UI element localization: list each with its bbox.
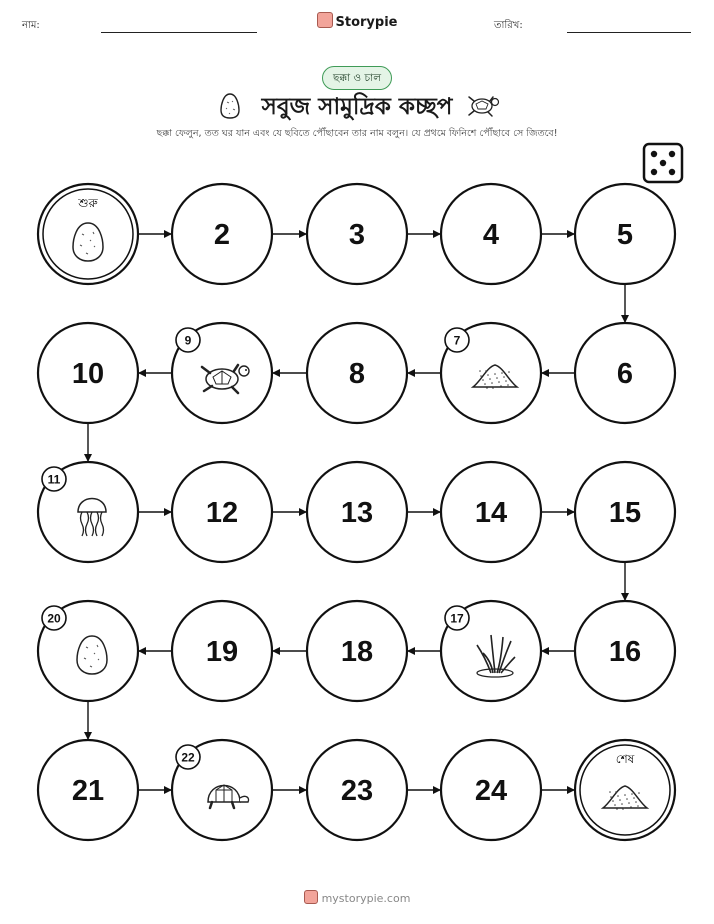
square-number: 8 <box>348 358 366 390</box>
game-title: সবুজ সামুদ্রিক কচ্ছপ <box>261 94 453 120</box>
board-square <box>575 601 675 701</box>
egg-icon <box>73 223 103 261</box>
board-square <box>307 601 407 701</box>
board-square <box>38 462 138 562</box>
board-square <box>172 323 272 423</box>
square-number: 18 <box>340 636 374 668</box>
board-square <box>172 601 272 701</box>
square-number: 24 <box>474 775 508 807</box>
square-number: 5 <box>616 219 634 251</box>
square-number: 3 <box>348 219 366 251</box>
date-label: তারিখ: <box>494 20 523 31</box>
board-square <box>307 740 407 840</box>
board-square <box>307 323 407 423</box>
brand-name: Storypie <box>335 15 398 30</box>
square-number: 15 <box>608 497 642 529</box>
board-square <box>172 740 272 840</box>
square-number: 6 <box>616 358 634 390</box>
square-number: 14 <box>474 497 508 529</box>
storypie-logo-icon <box>304 890 318 904</box>
board-square <box>441 184 541 284</box>
footer <box>0 890 714 905</box>
game-type-badge: ছক্কা ও চাল <box>322 66 392 90</box>
square-number: 16 <box>608 636 642 668</box>
instructions: ছক্কা ফেলুন, তত ঘর যান এবং যে ছবিতে পৌঁছাবেন তার নাম বলুন। যে প্রথমে ফিনিশে পৌঁছাবে সে জিতবে! <box>156 128 558 139</box>
square-number: 22 <box>181 750 195 765</box>
square-number: 17 <box>450 611 464 626</box>
board-square <box>575 462 675 562</box>
board-square <box>441 601 541 701</box>
start-square <box>38 184 138 284</box>
square-number: 11 <box>47 472 61 487</box>
square-number: 4 <box>482 219 500 251</box>
square-number: 23 <box>340 775 374 807</box>
end-label: শেষ <box>615 752 635 766</box>
square-number: 9 <box>184 333 192 348</box>
square-number: 20 <box>47 611 61 626</box>
board-square <box>575 184 675 284</box>
square-number: 2 <box>213 219 231 251</box>
name-label: নাম: <box>22 20 40 31</box>
footer-url[interactable]: mystorypie.com <box>321 892 411 905</box>
end-square <box>575 740 675 840</box>
egg-icon <box>77 636 107 674</box>
board-square <box>441 462 541 562</box>
board-square <box>307 184 407 284</box>
board-square <box>172 184 272 284</box>
board-square <box>441 323 541 423</box>
square-number: 10 <box>71 358 105 390</box>
board-square <box>38 323 138 423</box>
board-square <box>307 462 407 562</box>
square-number: 7 <box>453 333 461 348</box>
square-number: 21 <box>71 775 105 807</box>
board-square <box>441 740 541 840</box>
square-number: 13 <box>340 497 374 529</box>
board-square <box>172 462 272 562</box>
board-square <box>38 740 138 840</box>
start-label: শুরু <box>78 196 98 210</box>
square-number: 19 <box>205 636 239 668</box>
board-square <box>575 323 675 423</box>
square-number: 12 <box>205 497 239 529</box>
board-square <box>38 601 138 701</box>
